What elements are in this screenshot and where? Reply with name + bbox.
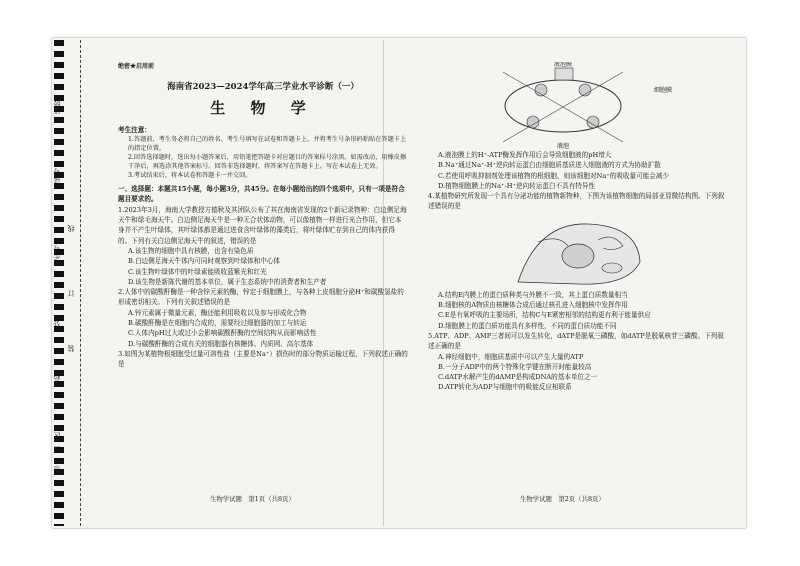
- margin-field-label: 县（区）: [53, 425, 61, 453]
- q1-option-b: B.白边侧足海天牛体内可同时观察到叶绿体和中心体: [128, 257, 281, 266]
- q5-option-c: C.dATP水解产生的dAMP是构成DNA的基本单位之一: [438, 373, 598, 382]
- q2-option-a: A.锌元素属于微量元素，酶还能利用吸收以及参与形成化合物: [128, 308, 307, 317]
- cut-line: [80, 40, 81, 526]
- q5-option-b: B.一分子ADP中的两个特殊化学键在断开时能量较高: [438, 362, 592, 371]
- q4-option-d: D.细胞膜上的蛋白质功能具有多样性，不同的蛋白质功能不同: [438, 321, 617, 330]
- margin-field-label: 学校: [53, 373, 61, 387]
- question-3-stem: 3.如图为某植物根细胞受过量可溶性盐（主要是Na⁺）损伤时的部分物质运输过程，下列叙述正确的是: [118, 349, 408, 369]
- margin-field-label: 市: [53, 465, 61, 472]
- notice-item: 1.答题前，考生务必将自己的姓名、考生号填写在试卷和答题卡上，并将考生号条形码粘贴在答题卡上的指定位置。: [128, 136, 407, 153]
- question-2-stem: 2.人体中的碳酸酐酶是一种含锌元素的酶，锌定于细胞膜上，与各种上皮细胞分泌H⁺和碳酸氢盐的形成密切相关。下列有关叙述错误的是: [118, 288, 404, 307]
- margin-field-label: 姓名: [53, 316, 61, 330]
- binding-mark: 装: [67, 345, 75, 352]
- diagram-label-top: 液泡膜: [553, 62, 573, 68]
- right-page-footer: 生物学试题 第2页（共8页）: [520, 495, 605, 503]
- q1-option-c: C.该生物叶绿体中的叶绿素能吸收蓝紫光和红光: [128, 267, 267, 276]
- binding-mark: 订: [67, 290, 75, 297]
- section-heading: 一、选择题：本题共15小题，每小题3分，共45分。在每小题给出的四个选项中，只有一项是符合题目要求的。: [118, 185, 405, 204]
- q5-option-d: D.ATP转化为ADP与细胞中的吸能反应相联系: [438, 383, 572, 392]
- exam-title: 海南省2023—2024学年高三学业水平诊断（一）: [167, 82, 359, 93]
- question-4-stem: 4.某植物研究所发现一个具有分泌功能的植物新物种，下图为该植物细胞的局部亚显微结构图。下列叙述错误的是: [428, 192, 725, 211]
- q2-option-c: C.人体内pH过大或过小会影响碳酸酐酶的空间结构从而影响活性: [128, 329, 317, 338]
- q2-option-d: D.与碳酸酐酶的合成有关的细胞器有核糖体、内质网、高尔基体: [128, 339, 314, 348]
- confidential-tag: 绝密★启用前: [118, 63, 155, 70]
- ion-transport-diagram: [463, 62, 693, 150]
- q5-option-a: A.神经细胞中，细胞质基质中可以产生大量的ATP: [438, 352, 584, 361]
- q4-option-c: C.E是有氧呼吸的主要场所，结构C与E紧密相邻的结构更有利于能量供应: [438, 311, 651, 320]
- subject-title: 生 物 学: [210, 98, 316, 117]
- q4-option-a: A.结构E内膜上的蛋白质种类与外膜不一致，其上蛋白质数量相当: [438, 290, 628, 299]
- question-1-stem: 1.2023年3月，海南大学教授方德秋及其团队公布了其在海南省发现的2个新记录物种：白边侧足海天牛和绿毛海天牛。白边侧足海天牛是一种无合状体动物，可以像植物一样进行光合作用，但它本身并不产生叶绿体，其叶绿体都是通过进食含叶绿体的藻类后，将叶绿体贮存到自己的体内获得的。下列有关白边侧足海天牛的叙述，错误的是: [118, 205, 407, 245]
- q1-option-a: A.该生物的细胞中具有核膜，也含有染色质: [128, 246, 254, 255]
- q4-option-b: B.细胞核的A物质由核糖体合成后通过核孔进入细胞核中发挥作用: [438, 301, 628, 310]
- notice-heading: 考生注意：: [118, 125, 151, 134]
- left-page-footer: 生物学试题 第1页（共8页）: [210, 495, 295, 503]
- q3-option-b: B.Na⁺通过Na⁺-H⁺逆向转运蛋白由细胞质基质进入细胞液的方式为协助扩散: [438, 161, 661, 170]
- cell-structure-diagram: [508, 212, 648, 290]
- diagram-label-bottom: 液泡: [556, 143, 570, 150]
- diagram-label-right: 细胞膜: [653, 87, 673, 94]
- notice-item: 3.考试结束后，将本试卷和答题卡一并交回。: [128, 172, 252, 180]
- margin-field-label: 班级: [53, 100, 61, 114]
- q3-option-c: C.若使用呼吸抑制剂处理该植物的根细胞，则该细胞对Na⁺的吸收量可能会减少: [438, 171, 670, 180]
- q3-option-a: A.液泡膜上的H⁺-ATP酶发挥作用后会导致细胞液的pH增大: [438, 151, 612, 159]
- q2-option-b: B.碳酸酐酶是在细胞内合成的，需要经过细胞器的加工与转运: [128, 319, 307, 328]
- margin-field-label: 考生号: [53, 245, 61, 266]
- question-5-stem: 5.ATP、ADP、AMP三者间可以发生转化，dATP是脱氧三磷酸，如dATP是脱氧核苷三磷酸。下列叙述正确的是: [428, 331, 724, 351]
- binding-mark: 线: [67, 225, 75, 232]
- notice-item: 2.回答选择题时，选出每小题答案后，用铅笔把答题卡对应题目的答案标号涂黑。如需改动，用橡皮擦干净后，再选涂其他答案标号。回答非选择题时，将答案写在答题卡上。写在本试卷上无效。: [128, 154, 407, 171]
- left-page: [118, 62, 408, 370]
- q1-option-d: D.该生物是新陈代谢的基本单位，属于生态系统中的消费者和生产者: [128, 277, 327, 286]
- q3-option-d: D.植物细胞膜上的Na⁺-H⁺逆向转运蛋白不具有特异性: [438, 181, 596, 190]
- right-page: [428, 62, 728, 393]
- margin-field-label: 考场号: [53, 168, 61, 189]
